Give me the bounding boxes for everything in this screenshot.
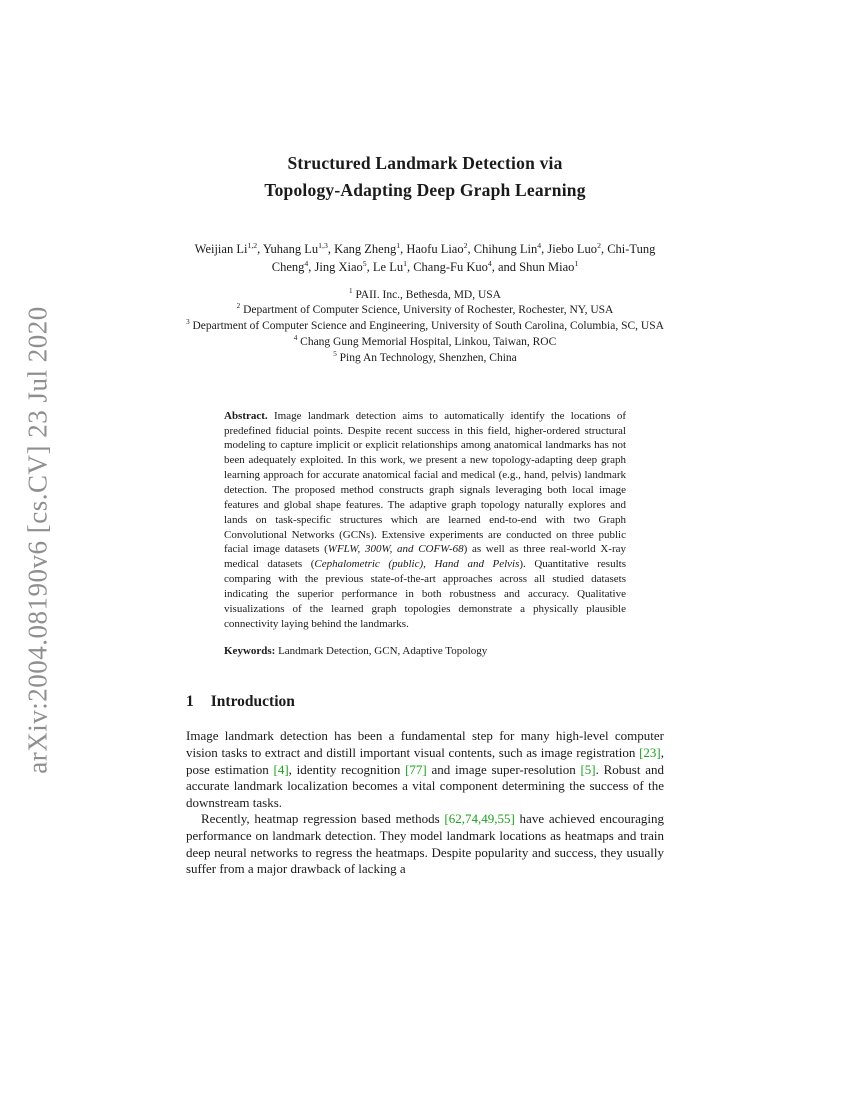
author-affiliation-superscript: 1,3 [318, 241, 328, 251]
citation-link[interactable]: [4] [273, 761, 289, 777]
author-affiliation-superscript: 1,2 [247, 241, 258, 251]
section-title: Introduction [210, 693, 295, 711]
citation-link[interactable]: [77] [405, 761, 427, 777]
arxiv-watermark: arXiv:2004.08190v6 [cs.CV] 23 Jul 2020 [22, 306, 53, 774]
affiliation-1 [186, 288, 664, 304]
author-affiliation-superscript: 3 [186, 318, 190, 327]
text-run: , Kang Zheng [327, 242, 397, 257]
affiliation-4 [186, 335, 664, 351]
text-run: , Yuhang Lu [257, 242, 319, 257]
text-run: Weijian Li [194, 242, 248, 257]
text-run: Abstract. [224, 409, 268, 422]
affiliation-5 [186, 351, 664, 367]
author-affiliation-superscript: 1 [396, 241, 401, 251]
author-affiliation-superscript: 2 [236, 302, 241, 311]
paper-title-line2: Topology-Adapting Deep Graph Learning [264, 180, 586, 201]
text-run: , Le Lu [366, 260, 404, 275]
text-run: and image super-resolution [426, 761, 581, 777]
text-run: Chang Gung Memorial Hospital, Linkou, Taiwan, ROC [297, 336, 557, 349]
author-affiliation-superscript: 4 [537, 241, 542, 251]
section-number: 1 [186, 693, 194, 711]
paper-title-line1: Structured Landmark Detection via [287, 153, 563, 173]
author-affiliation-superscript: 5 [362, 259, 367, 269]
author-affiliation-superscript: 1 [574, 259, 579, 269]
author-affiliation-superscript: 4 [487, 259, 492, 269]
text-run: , Chang-Fu Kuo [406, 260, 488, 275]
author-affiliation-superscript: 5 [333, 350, 337, 359]
text-run: Cephalometric (public), Hand and Pelvis [314, 558, 520, 571]
citation-link[interactable]: [5] [580, 761, 596, 777]
text-run: PAII. Inc., Bethesda, MD, USA [352, 288, 501, 301]
author-affiliation-superscript: 2 [463, 241, 468, 251]
body-paragraph-2 [186, 811, 664, 878]
paper-content [186, 150, 664, 878]
text-run: , identity recognition [288, 761, 406, 777]
affiliation-list [186, 288, 664, 367]
text-run: Department of Computer Science and Engineering, University of South Carolina, Columbia, SC, USA [189, 320, 664, 333]
author-affiliation-superscript: 2 [597, 241, 601, 251]
text-run: , Chi-Tung Cheng [271, 242, 656, 275]
text-run: , pose estimation [186, 744, 664, 777]
author-affiliation-superscript: 1 [403, 259, 407, 269]
abstract-block [224, 409, 626, 660]
keywords-line [224, 644, 626, 659]
body-paragraph-1 [186, 728, 664, 811]
text-run: Image landmark detection aims to automatically identify the locations of predefined fiducial points. Despite recent success in this field, higher-ordered structural modeling to capture implicit or explicit relationships among anatomical landmarks has not been adequately exploited. In this work, we present a new topology-adapting deep graph learning approach for accurate anatomical facial and medical (e.g., hand, pelvis) landmark detection. The proposed method constructs graph signals leveraging both local image features and global shape features. The adaptive graph topology naturally explores and lands on task-specific structures which are learned end-to-end with two Graph Convolutional Networks (GCNs). Extensive experiments are conducted on three public facial image datasets ( [224, 409, 626, 556]
citation-link[interactable]: [62,74,49,55] [444, 811, 515, 827]
text-run: Image landmark detection has been a fundamental step for many high-level computer vision tasks to extract and distill important visual contents, such as image registration [186, 728, 664, 760]
text-run: Ping An Technology, Shenzhen, China [336, 351, 517, 364]
author-affiliation-superscript: 4 [293, 334, 298, 343]
text-run: Recently, heatmap regression based methods [201, 811, 445, 827]
text-run: Keywords: [224, 645, 276, 658]
author-affiliation-superscript: 1 [349, 286, 353, 295]
text-run: , Jing Xiao [308, 260, 363, 275]
affiliation-2 [186, 303, 664, 319]
abstract-text [224, 409, 626, 632]
text-run: , Haofu Liao [400, 242, 464, 257]
text-run: , Jiebo Luo [541, 242, 598, 257]
paper-title [186, 150, 664, 204]
text-run: , and Shun Miao [491, 260, 575, 275]
text-run: ) as well as three real-world X-ray medical datasets ( [224, 543, 626, 571]
text-run: WFLW, 300W, and COFW-68 [327, 543, 464, 556]
text-run: ). Quantitative results comparing with the previous state-of-the-art approaches across all studied datasets indicating the superior performance in both robustness and accuracy. Qualitative visualizations of the learned graph topologies demonstrate a physically plausible connectivity laying behind the landmarks. [224, 558, 626, 630]
affiliation-3 [186, 319, 664, 335]
author-affiliation-superscript: 4 [304, 259, 309, 269]
text-run: , Chihung Lin [467, 242, 538, 257]
section-heading-introduction [186, 693, 664, 711]
text-run: have achieved encouraging performance on landmark detection. They model landmark locations as heatmaps and train deep neural networks to regress the heatmaps. Despite popularity and success, they usually suffer from a major drawback of lacking a [186, 811, 664, 877]
text-run: Department of Computer Science, University of Rochester, Rochester, NY, USA [240, 304, 614, 317]
text-run: . Robust and accurate landmark localization becomes a vital component determining the success of the downstream tasks. [186, 761, 664, 810]
author-list [192, 240, 658, 276]
citation-link[interactable]: [23] [639, 744, 661, 760]
text-run: Landmark Detection, GCN, Adaptive Topology [275, 645, 488, 658]
